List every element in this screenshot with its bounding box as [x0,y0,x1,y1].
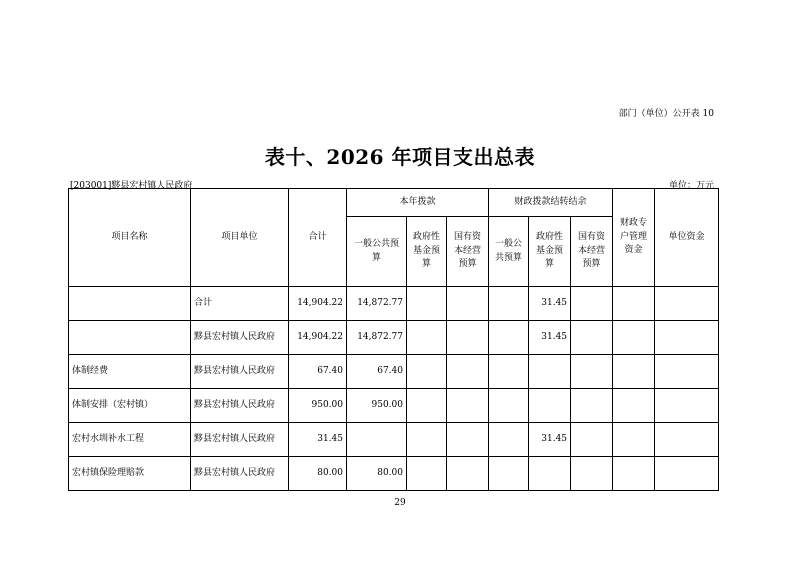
header-current-year-appropriation: 本年拨款 [347,189,489,217]
cell-unit-fund [655,287,719,321]
cell-project-unit: 黟县宏村镇人民政府 [191,355,289,389]
cell-project-name [69,287,191,321]
cell-carry-general [489,355,529,389]
cell-project-name: 宏村水圳补水工程 [69,423,191,457]
table-row [69,423,719,457]
cell-special-account [613,389,655,423]
header-project-unit: 项目单位 [191,189,289,287]
cell-state-capital [447,423,489,457]
cell-project-unit: 黟县宏村镇人民政府 [191,321,289,355]
cell-unit-fund [655,457,719,491]
header-carry-general-public: 一般公共预算 [489,217,529,287]
cell-general-public: 80.00 [347,457,407,491]
table-row [69,321,719,355]
cell-carry-gov-fund [529,389,571,423]
page-reference: 部门（单位）公开表 10 [618,109,714,119]
cell-project-name: 体制安排（宏村镇） [69,389,191,423]
cell-total: 14,904.22 [289,287,347,321]
header-unit-fund: 单位资金 [655,189,719,287]
cell-project-unit: 合计 [191,287,289,321]
cell-total: 67.40 [289,355,347,389]
cell-special-account [613,457,655,491]
header-state-capital-budget: 国有资本经营预算 [447,217,489,287]
cell-carry-general [489,321,529,355]
header-carry-state-capital: 国有资本经营预算 [571,217,613,287]
table-row [69,389,719,423]
cell-unit-fund [655,355,719,389]
cell-carry-gov-fund [529,355,571,389]
unit-name: [203001]黟县宏村镇人民政府 [70,181,193,191]
cell-gov-fund [407,287,447,321]
cell-gov-fund [407,423,447,457]
table-row [69,457,719,491]
cell-state-capital [447,389,489,423]
currency-unit-label: 单位：万元 [668,181,714,191]
cell-project-unit: 黟县宏村镇人民政府 [191,457,289,491]
cell-general-public: 950.00 [347,389,407,423]
cell-carry-state-capital [571,423,613,457]
cell-general-public: 67.40 [347,355,407,389]
cell-carry-gov-fund: 31.45 [529,423,571,457]
cell-project-name: 宏村镇保险理赔款 [69,457,191,491]
cell-unit-fund [655,389,719,423]
cell-unit-fund [655,423,719,457]
cell-general-public: 14,872.77 [347,321,407,355]
cell-gov-fund [407,321,447,355]
cell-total: 950.00 [289,389,347,423]
header-carry-gov-fund: 政府性基金预算 [529,217,571,287]
cell-special-account [613,423,655,457]
project-expenditure-table [68,188,719,491]
header-row-top [69,189,719,217]
table-row [69,287,719,321]
cell-carry-state-capital [571,457,613,491]
cell-carry-general [489,423,529,457]
cell-special-account [613,321,655,355]
header-total: 合计 [289,189,347,287]
cell-carry-gov-fund: 31.45 [529,287,571,321]
cell-project-unit: 黟县宏村镇人民政府 [191,423,289,457]
cell-carry-general [489,287,529,321]
cell-special-account [613,355,655,389]
cell-gov-fund [407,457,447,491]
page-number: 29 [394,498,406,508]
cell-carry-gov-fund: 31.45 [529,321,571,355]
table-row [69,355,719,389]
cell-general-public: 14,872.77 [347,287,407,321]
header-general-public-budget: 一般公共预算 [347,217,407,287]
cell-carry-general [489,457,529,491]
cell-unit-fund [655,321,719,355]
cell-total: 31.45 [289,423,347,457]
cell-carry-gov-fund [529,457,571,491]
cell-gov-fund [407,389,447,423]
cell-carry-state-capital [571,321,613,355]
cell-gov-fund [407,355,447,389]
cell-project-name [69,321,191,355]
cell-state-capital [447,457,489,491]
cell-general-public [347,423,407,457]
header-project-name: 项目名称 [69,189,191,287]
cell-total: 80.00 [289,457,347,491]
page-title: 表十、2026 年项目支出总表 [264,145,536,169]
cell-special-account [613,287,655,321]
cell-state-capital [447,287,489,321]
header-special-account: 财政专户管理资金 [613,189,655,287]
cell-state-capital [447,321,489,355]
header-gov-fund-budget: 政府性基金预算 [407,217,447,287]
header-carryover: 财政拨款结转结余 [489,189,613,217]
cell-project-unit: 黟县宏村镇人民政府 [191,389,289,423]
cell-carry-state-capital [571,389,613,423]
cell-state-capital [447,355,489,389]
cell-carry-state-capital [571,355,613,389]
cell-total: 14,904.22 [289,321,347,355]
cell-carry-state-capital [571,287,613,321]
cell-carry-general [489,389,529,423]
cell-project-name: 体制经费 [69,355,191,389]
